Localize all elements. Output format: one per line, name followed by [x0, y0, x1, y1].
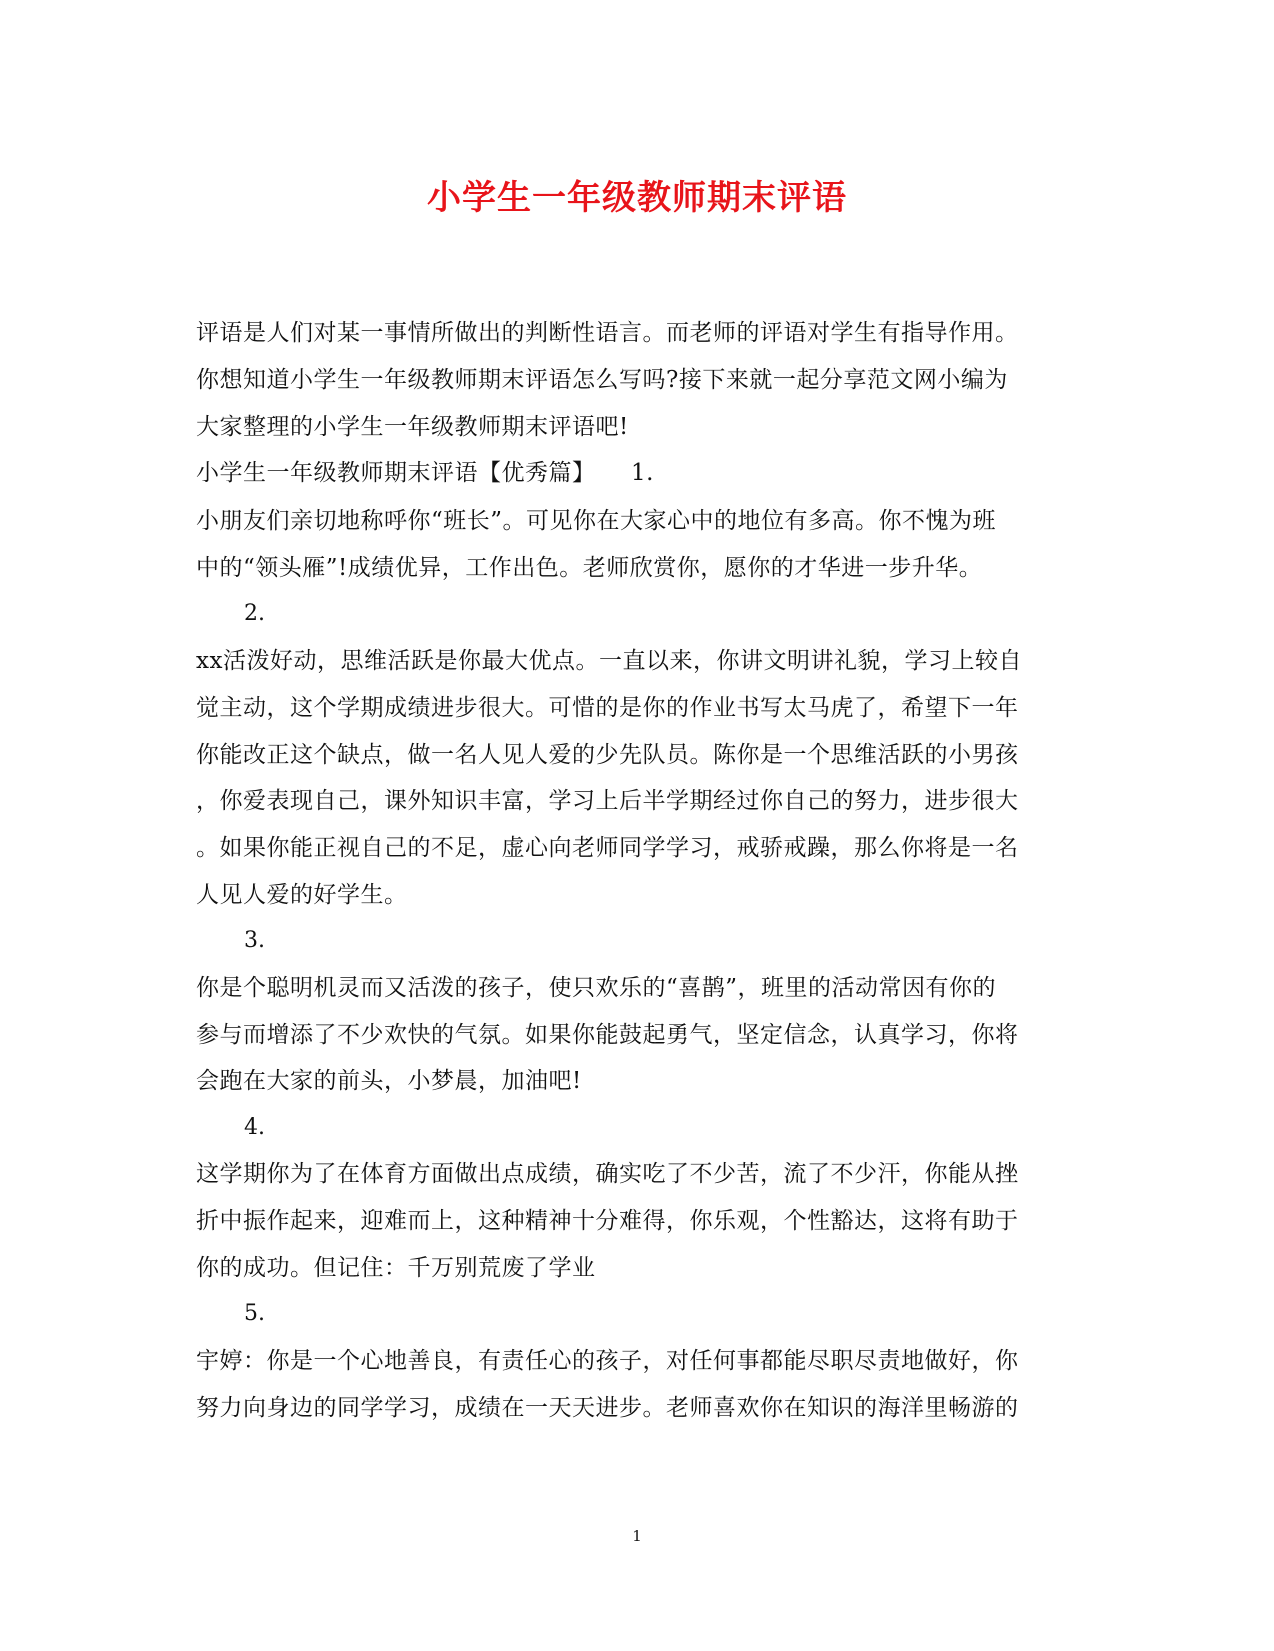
item-number-3: 3.	[244, 928, 265, 953]
item2-line-1: xx活泼好动，思维活跃是你最大优点。一直以来，你讲文明讲礼貌，学习上较自	[196, 648, 1022, 674]
intro-line-2: 你想知道小学生一年级教师期末评语怎么写吗?接下来就一起分享范文网小编为	[196, 367, 1008, 393]
item4-line-2: 折中振作起来，迎难而上，这种精神十分难得，你乐观，个性豁达，这将有助于	[196, 1208, 1019, 1234]
item3-line-1: 你是个聪明机灵而又活泼的孩子，使只欢乐的“喜鹊”，班里的活动常因有你的	[196, 975, 997, 1001]
item5-line-2: 努力向身边的同学学习，成绩在一天天进步。老师喜欢你在知识的海洋里畅游的	[196, 1395, 1019, 1421]
intro-line-3: 大家整理的小学生一年级教师期末评语吧!	[196, 414, 629, 440]
item2-line-6: 人见人爱的好学生。	[196, 882, 408, 908]
item2-line-2: 觉主动，这个学期成绩进步很大。可惜的是你的作业书写太马虎了，希望下一年	[196, 695, 1019, 721]
document-title: 小学生一年级教师期末评语	[427, 178, 847, 218]
item2-line-4: ，你爱表现自己，课外知识丰富，学习上后半学期经过你自己的努力，进步很大	[196, 788, 1019, 814]
item3-line-3: 会跑在大家的前头，小梦晨，加油吧!	[196, 1068, 582, 1094]
item1-line-1: 小朋友们亲切地称呼你“班长”。可见你在大家心中的地位有多高。你不愧为班	[196, 508, 997, 534]
item4-line-3: 你的成功。但记住：千万别荒废了学业	[196, 1255, 596, 1281]
item-number-5: 5.	[244, 1301, 265, 1326]
item5-line-1: 宇婷：你是一个心地善良，有责任心的孩子，对任何事都能尽职尽责地做好，你	[196, 1348, 1019, 1374]
item-number-2: 2.	[244, 601, 265, 626]
item3-line-2: 参与而增添了不少欢快的气氛。如果你能鼓起勇气，坚定信念，认真学习，你将	[196, 1022, 1019, 1048]
item4-line-1: 这学期你为了在体育方面做出点成绩，确实吃了不少苦，流了不少汗，你能从挫	[196, 1161, 1019, 1187]
intro-line-1: 评语是人们对某一事情所做出的判断性语言。而老师的评语对学生有指导作用。	[196, 320, 1019, 346]
page-number: 1	[632, 1527, 642, 1545]
item2-line-5: 。如果你能正视自己的不足，虚心向老师同学学习，戒骄戒躁，那么你将是一名	[196, 835, 1019, 861]
item2-line-3: 你能改正这个缺点，做一名人见人爱的少先队员。陈你是一个思维活跃的小男孩	[196, 742, 1019, 768]
section-heading: 小学生一年级教师期末评语【优秀篇】 1.	[196, 460, 654, 486]
item1-line-2: 中的“领头雁”!成绩优异，工作出色。老师欣赏你，愿你的才华进一步升华。	[196, 555, 983, 581]
item-number-4: 4.	[244, 1115, 265, 1140]
